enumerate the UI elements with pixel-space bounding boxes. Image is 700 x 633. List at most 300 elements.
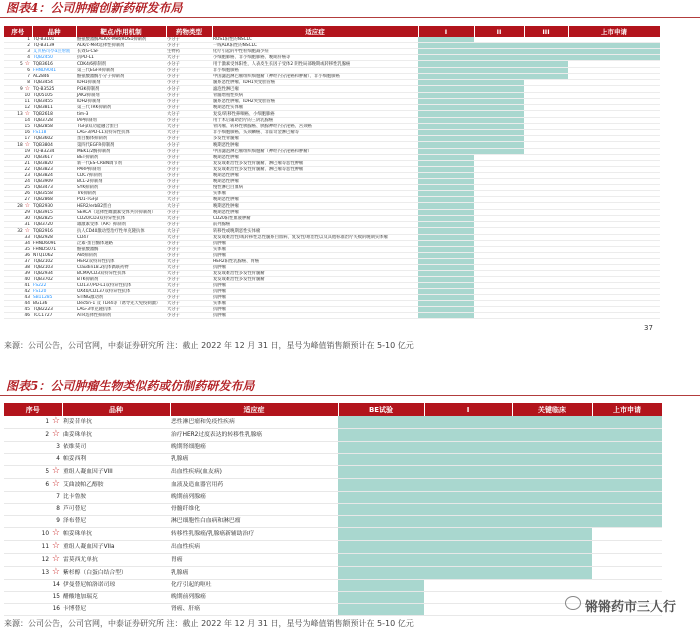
drug-type: 大分子 — [166, 203, 212, 210]
drug-name: TQB2223 — [32, 307, 76, 313]
drug-type: 小分子 — [166, 99, 212, 105]
product-indication: 淋巴细胞性白血病和淋巴瘤 — [170, 516, 338, 528]
row-number: 23 — [24, 173, 30, 178]
phase-bar-cell — [524, 142, 568, 149]
row-number: 14 — [24, 118, 30, 123]
drug-name: TQB3454 — [32, 80, 76, 86]
product-name: 帕妥珠单抗 — [62, 528, 170, 541]
phase-bar-cell — [424, 541, 512, 554]
star-icon: ☆ — [49, 416, 60, 426]
star-icon: ☆ — [22, 110, 30, 117]
product-name: 依维莫司 — [62, 442, 170, 454]
star-icon: ☆ — [49, 429, 60, 439]
phase-bar-cell — [424, 528, 512, 541]
phase-bar-cell — [592, 454, 662, 466]
star-icon: ☆ — [22, 141, 30, 148]
row-number-cell — [4, 604, 62, 616]
row-number: 34 — [24, 241, 30, 246]
drug-name: TQB3602 — [32, 136, 76, 142]
figure4-header-cell: 上市申请 — [568, 26, 660, 37]
row-number: 15 — [52, 594, 60, 600]
star-icon: ☆ — [49, 466, 60, 476]
drug-type: 小分子 — [166, 295, 212, 301]
phase-bar-cell — [568, 111, 660, 118]
drug-mechanism: IDH1抑制剂 — [76, 80, 166, 86]
drug-indication: 髓系恶性肿瘤、IDH1突变胆管癌 — [212, 80, 418, 86]
star-icon: ☆ — [22, 60, 30, 67]
drug-mechanism: TGFβ双功能融合蛋白 — [76, 124, 166, 130]
drug-indication: ROS1阳性的NSCLC — [212, 37, 418, 43]
phase-bar-cell — [474, 111, 524, 118]
drug-indication: 晚期恶性肿瘤 — [212, 203, 418, 210]
drug-type: 大分子 — [166, 283, 212, 289]
star-icon: ☆ — [49, 541, 60, 551]
figure5-header-cell: 序号 — [4, 403, 62, 416]
drug-indication: 滤泡性淋巴瘤 — [212, 86, 418, 93]
figure4-table — [4, 26, 661, 319]
drug-indication: 抗肿瘤 — [212, 289, 418, 295]
product-name: 曲妥珠单抗 — [62, 429, 170, 442]
drug-name: TQB2450 — [32, 55, 76, 61]
table-row — [4, 429, 662, 442]
drug-indication: 化疗引起的中性粒细胞减少症 — [212, 49, 418, 55]
drug-type: 小分子 — [166, 155, 212, 161]
product-indication: 晚期前列腺癌 — [170, 592, 338, 604]
drug-mechanism: 酪氨酸激酶 — [76, 247, 166, 253]
drug-mechanism: SERCA（选择性雌激素受体共价抑制剂） — [76, 210, 166, 216]
table-row — [4, 504, 662, 516]
drug-name: TQ-B3234 — [32, 149, 76, 155]
row-number: 42 — [24, 289, 30, 294]
drug-indication: 抗肿瘤 — [212, 253, 418, 259]
phase-bar-cell — [592, 429, 662, 442]
phase-bar-cell — [512, 580, 592, 592]
phase-bar-cell — [512, 528, 592, 541]
phase-bar-cell — [568, 142, 660, 149]
figure5-header-cell: 上市申请 — [592, 403, 662, 416]
phase-bar-cell — [338, 416, 424, 429]
phase-bar-cell — [338, 479, 424, 492]
row-number: 13 — [41, 570, 50, 576]
drug-name: TQB2825 — [32, 216, 76, 222]
drug-name: TQB3728 — [32, 118, 76, 124]
drug-indication: 前列腺癌 — [212, 222, 418, 228]
phase-bar-cell — [592, 479, 662, 492]
drug-mechanism: CDC7抑制剂 — [76, 173, 166, 179]
figure4-header-cell: I — [418, 26, 474, 37]
row-number: 7 — [27, 74, 30, 79]
product-indication: 胃癌 — [170, 554, 338, 567]
phase-bar-cell — [568, 86, 660, 93]
phase-bar-cell — [418, 313, 474, 319]
drug-type: 大分子 — [166, 197, 212, 203]
phase-bar-cell — [592, 541, 662, 554]
product-name: 伊曼替尼帕洛诺司琼 — [62, 580, 170, 592]
phase-bar-cell — [424, 604, 512, 616]
drug-mechanism: BCL-2抑制剂 — [76, 179, 166, 185]
drug-name: TQ-B3525 — [32, 86, 76, 93]
drug-name: TQ-B3139 — [32, 43, 76, 49]
row-number: 26 — [24, 191, 30, 196]
product-indication: 转移性乳腺癌/乳腺癌新辅助治疗 — [170, 528, 338, 541]
drug-type: 大分子 — [166, 289, 212, 295]
drug-type: 大分子 — [166, 235, 212, 241]
row-number-cell — [4, 228, 32, 235]
phase-bar-cell — [592, 416, 662, 429]
drug-name: BG136 — [32, 301, 76, 307]
row-number-cell — [4, 479, 62, 492]
row-number: 8 — [27, 80, 30, 85]
drug-type: 小分子 — [166, 241, 212, 247]
drug-type: 小分子 — [166, 247, 212, 253]
product-name: 比卡鲁胺 — [62, 492, 170, 504]
drug-name: TQ05105 — [32, 93, 76, 99]
drug-indication: 用于术后辅助治疗的三阴乳腺癌 — [212, 118, 418, 124]
drug-indication: 抗肿瘤 — [212, 307, 418, 313]
table-row — [4, 554, 662, 567]
table-row — [4, 580, 662, 592]
drug-mechanism: PARP抑制剂 — [76, 167, 166, 173]
phase-bar-cell — [474, 203, 524, 210]
drug-mechanism: JAK2抑制剂 — [76, 93, 166, 99]
product-indication: 乳腺癌 — [170, 454, 338, 466]
product-name: 紫杉醇（白蛋白结合型） — [62, 567, 170, 580]
product-indication: 乳腺癌 — [170, 567, 338, 580]
drug-mechanism: 蛋白酶体抑制剂 — [76, 136, 166, 142]
phase-bar-cell — [418, 111, 474, 118]
table-row — [4, 313, 660, 319]
figure5-header-cell: 关键临床 — [512, 403, 592, 416]
table-row — [4, 416, 662, 429]
star-icon: ☆ — [49, 479, 60, 489]
row-number-cell — [4, 466, 62, 479]
page-number: 37 — [644, 324, 653, 332]
row-number: 20 — [24, 155, 30, 160]
drug-mechanism: ALK/c-Met选择性抑制剂 — [76, 43, 166, 49]
figure4-header-cell: 药物类型 — [166, 26, 212, 37]
phase-bar-cell — [424, 454, 512, 466]
row-number: 12 — [41, 557, 50, 563]
drug-indication: 骨肉瘤、转移性胰腺癌、胰腺神经内分泌癌、宫颈癌 — [212, 124, 418, 130]
row-number: 15 — [24, 124, 30, 129]
row-number: 4 — [56, 456, 60, 462]
row-number-cell — [4, 313, 32, 319]
table-row — [4, 111, 660, 118]
row-number: 8 — [56, 506, 60, 512]
drug-type: 小分子 — [166, 105, 212, 111]
drug-name: TQB3811 — [32, 105, 76, 111]
drug-name: TQB3909 — [32, 179, 76, 185]
phase-bar-cell — [512, 516, 592, 528]
row-number: 35 — [24, 247, 30, 252]
row-number-cell — [4, 429, 62, 442]
drug-type: 小分子 — [166, 74, 212, 80]
drug-name: TQB3616 — [32, 61, 76, 68]
phase-bar-cell — [474, 86, 524, 93]
drug-mechanism: Claudin18.2抗体偶联药物 — [76, 265, 166, 271]
drug-indication: 小细胞肺癌、非小细胞肺癌、晚期肝癌等 — [212, 55, 418, 61]
product-name: 卡博替尼 — [62, 604, 170, 616]
product-indication: 出血性疾病(血友病) — [170, 466, 338, 479]
row-number: 33 — [24, 235, 30, 240]
phase-bar-cell — [338, 592, 424, 604]
drug-name: FHND5071 — [32, 247, 76, 253]
drug-mechanism: 酪氨酸激酶ALK/c-Met/ROS1抑制剂 — [76, 37, 166, 43]
row-number-cell — [4, 442, 62, 454]
drug-indication: 实体瘤 — [212, 191, 418, 197]
phase-bar-cell — [338, 442, 424, 454]
figure4-header-cell: II — [474, 26, 524, 37]
drug-mechanism: MEK1/2酶抑制剂 — [76, 149, 166, 155]
row-number-cell — [4, 111, 32, 118]
figure4-title-bar — [0, 0, 700, 18]
drug-name: TQB2916 — [32, 228, 76, 235]
drug-name: FHND9041 — [32, 68, 76, 74]
phase-bar-cell — [512, 567, 592, 580]
drug-mechanism: BCMA/CD3双特异性抗体 — [76, 271, 166, 277]
phase-bar-cell — [424, 504, 512, 516]
row-number: 21 — [24, 161, 30, 166]
drug-mechanism: STING激动剂 — [76, 295, 166, 301]
drug-name: TCC1727 — [32, 313, 76, 319]
drug-mechanism: 新一代ES-CRBN调节剂 — [76, 161, 166, 167]
phase-bar-cell — [338, 554, 424, 567]
product-indication: 骨髓纤维化 — [170, 504, 338, 516]
row-number: 16 — [24, 130, 30, 135]
figure4-header-cell: 品种 — [32, 26, 76, 37]
row-number: 30 — [24, 216, 30, 221]
phase-bar-cell — [338, 454, 424, 466]
row-number-cell — [4, 516, 62, 528]
phase-bar-cell — [568, 61, 660, 68]
drug-name: SB11285 — [32, 295, 76, 301]
phase-bar-cell — [592, 554, 662, 567]
row-number: 14 — [52, 582, 60, 588]
drug-name: TQB3473 — [32, 185, 76, 191]
phase-bar-cell — [418, 203, 474, 210]
drug-type: 小分子 — [166, 210, 212, 216]
row-number: 31 — [24, 222, 30, 227]
star-icon: ☆ — [22, 85, 30, 92]
product-name: 艾曲波帕乙醇胺 — [62, 479, 170, 492]
drug-indication: 抗肿瘤 — [212, 295, 418, 301]
drug-name: TQB3702 — [32, 277, 76, 283]
drug-indication: HER2阳性乳腺癌、胃癌 — [212, 259, 418, 265]
figure5-header-cell: BE试验 — [338, 403, 424, 416]
drug-indication: 非小细胞肺癌 — [212, 68, 418, 74]
drug-mechanism: 第三代EGFR抑制剂 — [76, 68, 166, 74]
phase-bar-cell — [474, 313, 524, 319]
phase-bar-cell — [418, 142, 474, 149]
figure4-header-cell: III — [524, 26, 568, 37]
wechat-icon — [565, 596, 581, 610]
drug-indication: 中国滤泡淋巴瘤组织细胞瘤（神经内分泌癌和肿瘤） — [212, 149, 418, 155]
phase-bar-cell — [592, 492, 662, 504]
table-row — [4, 466, 662, 479]
phase-bar-cell — [338, 429, 424, 442]
table-row — [4, 604, 662, 616]
table-row — [4, 516, 662, 528]
table-row — [4, 442, 662, 454]
row-number: 1 — [27, 37, 30, 42]
drug-name: TQB3824 — [32, 173, 76, 179]
row-number-cell — [4, 580, 62, 592]
drug-type: 小分子 — [166, 253, 212, 259]
phase-bar-cell — [524, 86, 568, 93]
phase-bar-cell — [524, 111, 568, 118]
drug-indication: 晚期恶性肿瘤 — [212, 155, 418, 161]
table-row — [4, 228, 660, 235]
drug-indication: 晚期恶性肿瘤 — [212, 142, 418, 149]
phase-bar-cell — [338, 504, 424, 516]
drug-name: TQB2928 — [32, 235, 76, 241]
product-name: 芦可替尼 — [62, 504, 170, 516]
row-number: 24 — [24, 179, 30, 184]
row-number: 46 — [24, 313, 30, 318]
table-row — [4, 61, 660, 68]
drug-type: 大分子 — [166, 111, 212, 118]
drug-indication: 骨髓增殖性疾病 — [212, 93, 418, 99]
phase-bar-cell — [424, 479, 512, 492]
row-number: 29 — [24, 210, 30, 215]
product-indication: 晚期前列腺癌 — [170, 492, 338, 504]
row-number-cell — [4, 504, 62, 516]
drug-mechanism: IAP抑制剂 — [76, 118, 166, 124]
row-number-cell — [4, 492, 62, 504]
phase-bar-cell — [338, 567, 424, 580]
phase-bar-cell — [592, 580, 662, 592]
drug-mechanism: BTK抑制剂 — [76, 277, 166, 283]
drug-indication: 晚期恶性肿瘤 — [212, 179, 418, 185]
figure5-header-cell: 适应症 — [170, 403, 338, 416]
row-number: 11 — [24, 99, 30, 104]
drug-type: 小分子 — [166, 179, 212, 185]
product-indication: 恶性淋巴瘤和免疫性疾病 — [170, 416, 338, 429]
star-icon: ☆ — [22, 202, 30, 209]
drug-type: 小分子 — [166, 167, 212, 173]
drug-indication: 一线ALK阳性的NSCLC — [212, 43, 418, 49]
drug-name: TQB3823 — [32, 167, 76, 173]
product-name: 重组人凝血因子VIIa — [62, 541, 170, 554]
figure5-title: 图表5：公司肿瘤生物类似药或仿制药研发布局 — [6, 379, 255, 393]
figure4-header-cell: 序号 — [4, 26, 32, 37]
drug-type: 小分子 — [166, 222, 212, 228]
drug-type: 大分子 — [166, 216, 212, 222]
phase-bar-cell — [338, 580, 424, 592]
row-number: 39 — [24, 271, 30, 276]
phase-bar-cell — [418, 86, 474, 93]
drug-type: 小分子 — [166, 161, 212, 167]
phase-bar-cell — [512, 429, 592, 442]
product-indication: 出血性疾病 — [170, 541, 338, 554]
star-icon: ☆ — [49, 528, 60, 538]
row-number-cell — [4, 541, 62, 554]
phase-bar-cell — [424, 567, 512, 580]
star-icon: ☆ — [49, 567, 60, 577]
drug-indication: 复发或难治性多发性骨髓瘤、淋巴瘤等恶性肿瘤 — [212, 161, 418, 167]
drug-indication: 晚期恶性肿瘤 — [212, 173, 418, 179]
product-indication: 血液及造血器官用药 — [170, 479, 338, 492]
figure5-body — [4, 416, 662, 616]
drug-name: FS222 — [32, 283, 76, 289]
drug-type: 小分子 — [166, 118, 212, 124]
drug-mechanism: 酪氨酸激酶小分子抑制剂 — [76, 74, 166, 80]
drug-name: NTQ1062 — [32, 253, 76, 259]
drug-mechanism: LAG-3/PD-L1双特异性抗体 — [76, 130, 166, 136]
phase-bar-cell — [512, 541, 592, 554]
phase-bar-cell — [592, 528, 662, 541]
row-number: 6 — [27, 68, 30, 73]
drug-mechanism: 雄激素受体（AR）抑制剂 — [76, 222, 166, 228]
row-number: 38 — [24, 265, 30, 270]
drug-mechanism: Trk抑制剂 — [76, 191, 166, 197]
drug-type: 小分子 — [166, 173, 212, 179]
row-number: 40 — [24, 277, 30, 282]
row-number-cell — [4, 61, 32, 68]
row-number: 19 — [24, 149, 30, 154]
row-number: 27 — [24, 197, 30, 202]
phase-bar-cell — [424, 580, 512, 592]
drug-type: 小分子 — [166, 136, 212, 142]
phase-bar-cell — [418, 228, 474, 235]
phase-bar-cell — [424, 492, 512, 504]
drug-type: 小分子 — [166, 313, 212, 319]
table-row — [4, 142, 660, 149]
drug-mechanism: ATR选择性抑制剂 — [76, 313, 166, 319]
row-number: 36 — [24, 253, 30, 258]
row-number-cell — [4, 528, 62, 541]
phase-bar-cell — [424, 516, 512, 528]
row-number: 4 — [27, 55, 30, 60]
phase-bar-cell — [524, 313, 568, 319]
product-indication: 肾癌、肝癌 — [170, 604, 338, 616]
drug-name: TQB3455 — [32, 99, 76, 105]
drug-type: 小分子 — [166, 93, 212, 99]
drug-type: 大分子 — [166, 307, 212, 313]
phase-bar-cell — [338, 528, 424, 541]
drug-type: 大分子 — [166, 124, 212, 130]
row-number-cell — [4, 142, 32, 149]
row-number: 7 — [56, 494, 60, 500]
phase-bar-cell — [512, 492, 592, 504]
drug-indication: 实体瘤 — [212, 247, 418, 253]
drug-mechanism: 第四代EGFR抑制剂 — [76, 142, 166, 149]
drug-name: TQB3820 — [32, 161, 76, 167]
phase-bar-cell — [418, 61, 474, 68]
drug-mechanism: HER2/erbB2蛋白 — [76, 203, 166, 210]
drug-indication: 实体瘤 — [212, 301, 418, 307]
row-number: 2 — [27, 43, 30, 48]
drug-mechanism: SYK抑制剂 — [76, 185, 166, 191]
row-number: 5 — [45, 469, 50, 475]
drug-type: 小分子 — [166, 149, 212, 155]
figure5-table — [4, 403, 663, 616]
drug-type: 小分子 — [166, 277, 212, 283]
product-name: 雷莫西尤单抗 — [62, 554, 170, 567]
row-number: 10 — [41, 531, 50, 537]
row-number: 9 — [19, 87, 23, 92]
product-name: 帕妥西利 — [62, 454, 170, 466]
drug-mechanism: 泛素-蛋白酶体通路 — [76, 241, 166, 247]
phase-bar-cell — [512, 454, 592, 466]
drug-name: TQ-B3101 — [32, 37, 76, 43]
row-number: 25 — [24, 185, 30, 190]
drug-indication: 转移性或晚期恶性实体瘤 — [212, 228, 418, 235]
figure4-source: 来源：公司公告，公司官网，中泰证券研究所 注：截止 2022 年 12 月 31 日，星号为峰值销售额预计在 5-10 亿元 — [4, 341, 414, 350]
drug-mechanism: PI3K抑制剂 — [76, 86, 166, 93]
drug-type: 大分子 — [166, 259, 212, 265]
phase-bar-cell — [568, 313, 660, 319]
